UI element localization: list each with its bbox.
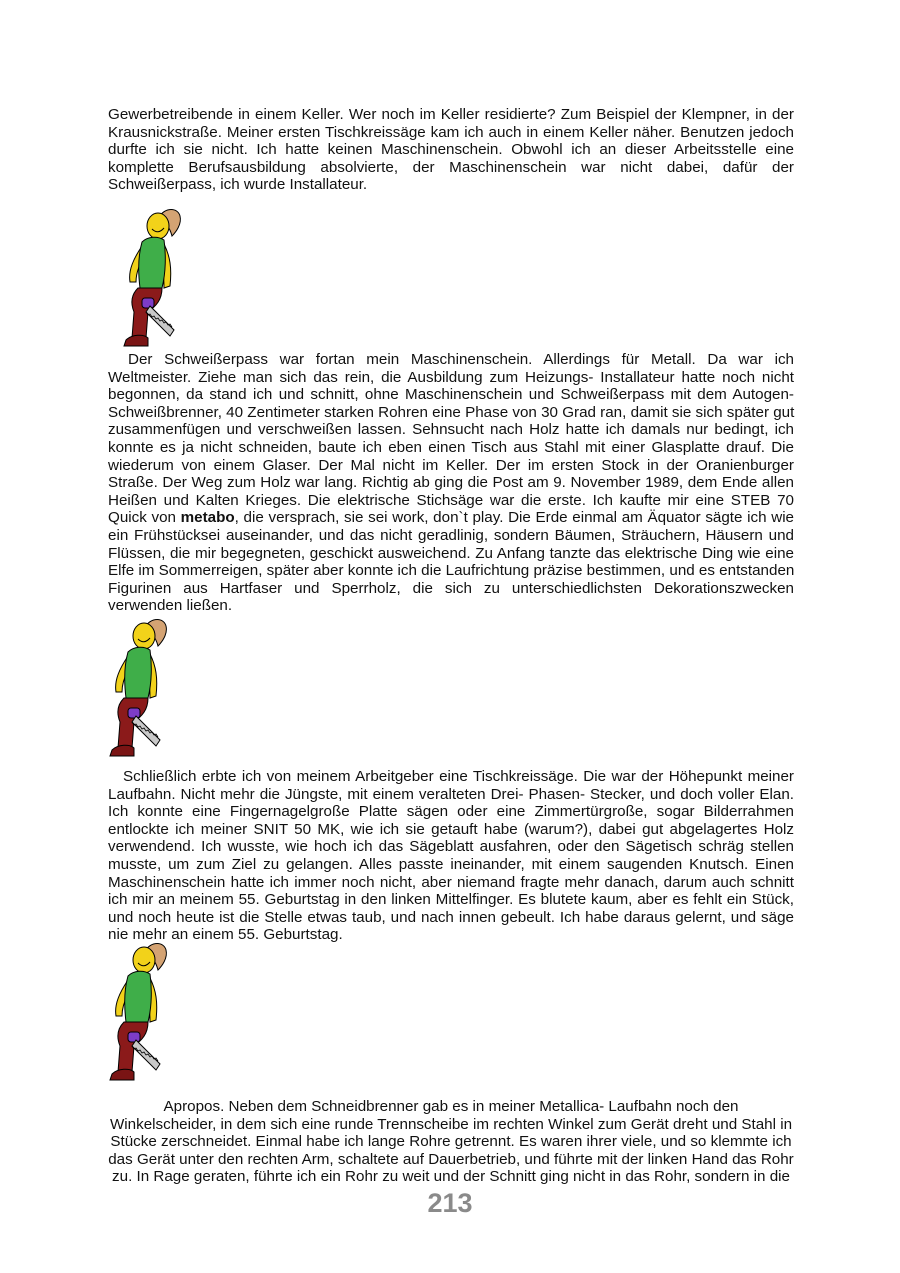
text-line: Stücke zerschneidet. Einmal habe ich lange Rohre getrennt. Es waren ihrer viele, und so klemmte ich (110, 1133, 792, 1151)
text-line: Elfe im Sommerreigen, später aber konnte ich die Laufrichtung präzise bestimmen, und es entstanden (108, 562, 795, 580)
figure-sawing-person-1 (118, 202, 182, 354)
shirt (125, 647, 152, 698)
text-line: Flüssen, die mir begegneten, geschickt ausweichend. Zu Anfang tanzte das elektrische Ding wie eine (108, 544, 794, 562)
text-line: konnte es ja nicht schneiden, baute ich eben einen Tisch aus Stahl mit einer Glasplatte drauf. Die (108, 438, 794, 456)
shoe (110, 745, 134, 756)
head (147, 213, 169, 239)
text-line: Schweißbrenner, 40 Zentimeter starken Rohren eine Phase von 30 Grad ran, damit sie sich später gut (108, 403, 795, 421)
paragraph-4 (108, 1098, 794, 1186)
text-line: verwendend. Ich wusste, wie hoch ich das Sägeblatt ausfahren, oder den Sägetisch schräg stellen (108, 838, 794, 856)
paragraph-3 (108, 768, 794, 944)
saw-handle (128, 1032, 140, 1042)
text-line: Straße. Der Weg zum Holz war lang. Richtig ab ging die Post am 9. November 1989, dem Ende allen (108, 474, 794, 492)
text-line: Maschinenschein hatte ich immer noch nicht, aber niemand fragte mehr danach, darum auch schnitt (108, 873, 794, 891)
text-line: nie mehr an einem 55. Geburtstag. (108, 926, 343, 944)
text-line: Krausnickstraße. Meiner ersten Tischkreissäge kam ich auch in einem Keller näher. Benutzen jedoch (108, 123, 794, 141)
text-line: begonnen, da stand ich und schnitt, ohne Maschinenschein und Schweißerpass mit dem Autogen- (108, 386, 794, 404)
text-line: Heißen und Kalten Krieges. Die elektrische Stichsäge war die erste. Ich kaufte mir eine STEB 70 (108, 491, 794, 509)
text-line: komplette Berufsausbildung absolvierte, der Maschinenschein war nicht dabei, dafür der (108, 158, 794, 176)
brand-name: metabo (180, 509, 235, 527)
text-line: entlockte ich meiner SNIT 50 MK, wie ich sie getauft habe (warum?), dabei gut abgelagertes Holz (108, 820, 794, 838)
text-line: zusammenfügen und verschweißen lassen. Sehnsucht nach Holz hatte ich damals nur bedingt, ich (108, 421, 794, 439)
text-line: zu. In Rage geraten, führte ich ein Rohr zu weit und der Schnitt ging nicht in das Rohr, sondern in die (112, 1168, 790, 1186)
text-line: Gewerbetreibende in einem Keller. Wer noch im Keller residierte? Zum Beispiel der Klempner, in der (108, 106, 794, 123)
text-line: ein Frühstücksei auseinander, und das nicht geradlinig, sondern Bäumen, Sträuchern, Häusern und (108, 526, 794, 544)
paragraph-1 (108, 106, 794, 194)
text-line: Winkelscheider, in dem sich eine runde Trennscheibe im rechten Winkel zum Gerät dreht und Stahl in (109, 1115, 793, 1133)
text-line: Apropos. Neben dem Schneidbrenner gab es in meiner Metallica- Laufbahn noch den (163, 1098, 739, 1115)
head (133, 947, 155, 973)
text-run: , die versprach, sie sei work, don`t play. Die Erde einmal am Äquator sägte ich wie (234, 509, 795, 527)
paragraph-2 (108, 351, 794, 615)
text-line: musste, um zum Ziel zu gelangen. Alles passte ineinander, mit einem saugenden Knutsch. Einen (108, 855, 794, 873)
shoe (110, 1069, 134, 1080)
text-line (108, 509, 794, 527)
text-line: wiederum von einem Glaser. Der Mal nicht im Keller. Der im ersten Stock in der Oranienburger (108, 456, 794, 474)
text-line: verwenden ließen. (108, 597, 233, 615)
figure-sawing-person-3 (104, 936, 168, 1088)
text-line: Ich konnte eine Fingernagelgroße Platte sägen oder eine Zimmertürgroße, sogar Bilderrahmen (108, 803, 794, 821)
text-line: Weltmeister. Ziehe man sich das rein, die Ausbildung zum Heizungs- Installateur hatte noch nicht (108, 368, 794, 386)
head (133, 623, 155, 649)
text-line: Schließlich erbte ich von meinem Arbeitgeber eine Tischkreissäge. Die war der Höhepunkt meiner (123, 768, 794, 785)
text-line: Figurinen aus Hartfaser und Sperrholz, die sich zu unterschiedlichsten Dekorationszwecken (108, 579, 794, 597)
page-number: 213 (427, 1188, 473, 1218)
text-line: ich mir an meinem 55. Geburtstag in den linken Mittelfinger. Es blutete kaum, aber es fehlt ein Stück, (108, 891, 794, 909)
text-line: das Gerät unter den rechten Arm, schaltete auf Dauerbetrieb, und führte mit der linken Hand das Rohr (108, 1150, 794, 1168)
text-line: Der Schweißerpass war fortan mein Maschinenschein. Allerdings für Metall. Da war ich (128, 351, 794, 368)
figure-sawing-person-2 (104, 612, 168, 764)
shirt (125, 971, 152, 1022)
text-line: Schweißerpass, ich wurde Installateur. (108, 176, 368, 194)
text-line: Laufbahn. Nicht mehr die Jüngste, mit einem veralteten Drei- Phasen- Stecker, und doch voller Elan. (108, 785, 794, 803)
text-line: durfte ich sie nicht. Ich hatte keinen Maschinenschein. Obwohl ich an dieser Arbeitsstelle eine (108, 141, 794, 159)
shoe (124, 335, 148, 346)
saw-handle (142, 298, 154, 308)
saw-handle (128, 708, 140, 718)
text-run: Quick von (108, 509, 181, 527)
shirt (139, 237, 166, 288)
text-line: und noch heute ist die Stelle etwas taub, und nach innen gebeult. Ich habe daraus gelernt, und säge (108, 908, 794, 926)
